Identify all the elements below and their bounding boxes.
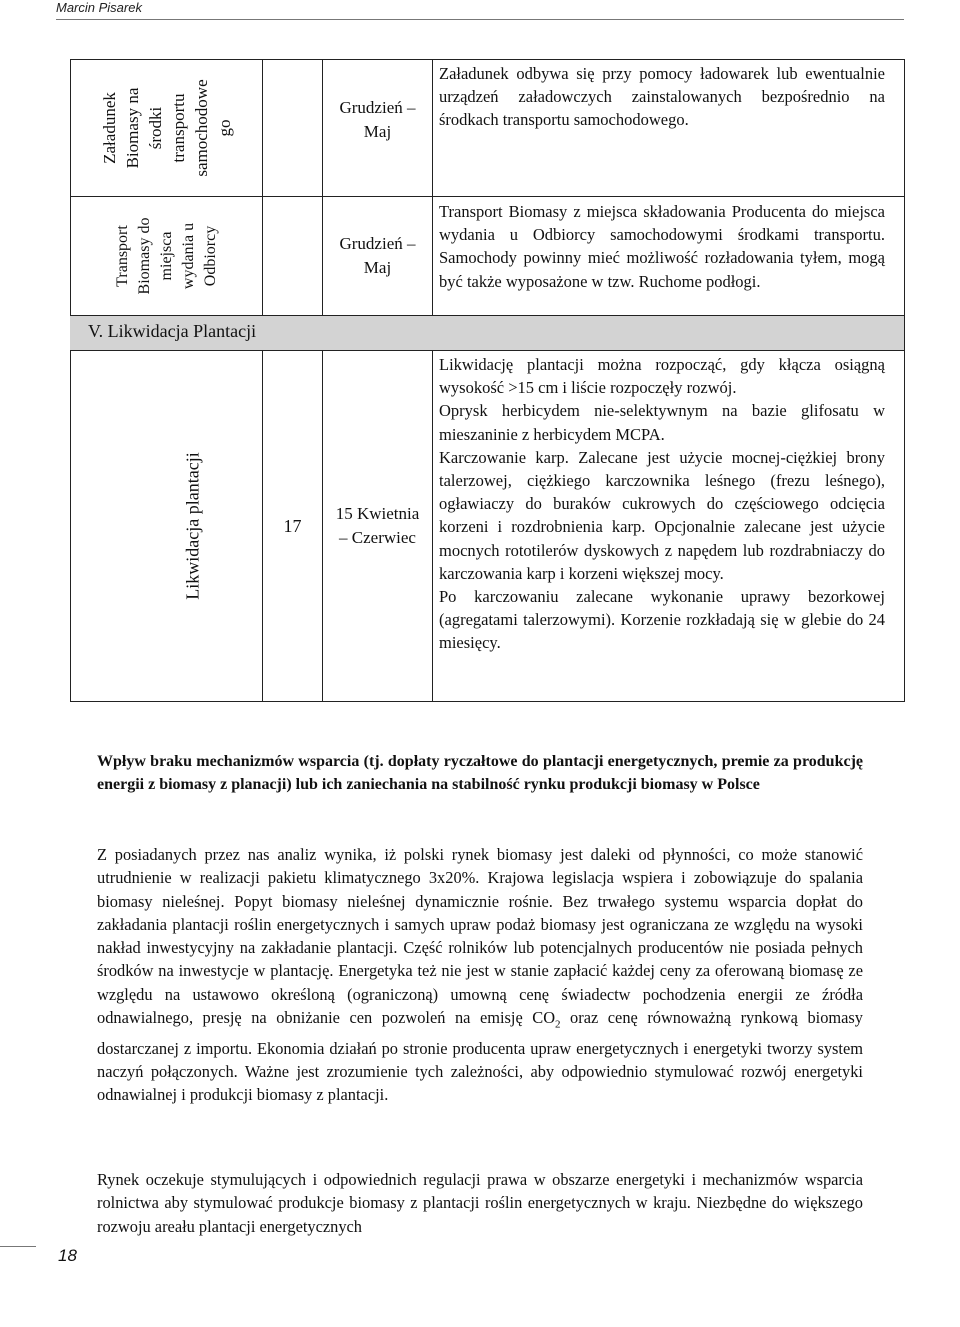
col-divider-3 bbox=[432, 59, 433, 702]
co2-subscript: 2 bbox=[555, 1018, 561, 1031]
row3-name: Likwidacja plantacji bbox=[182, 452, 202, 600]
row1-period: Grudzień – Maj bbox=[339, 98, 416, 141]
section-heading: Wpływ braku mechanizmów wsparcia (tj. dopłaty ryczałtowe do plantacji energetycznych, premie za produkcję energii z biomasy z planacji) lub ich zaniechania na stabilność rynku produkcji biomasy w Polsce bbox=[97, 753, 863, 794]
row1-name: Załadunek Biomasy na środki transportu samochodowe go bbox=[99, 79, 234, 177]
section-title: V. Likwidacja Plantacji bbox=[88, 321, 257, 341]
row3-paragraph-2: Oprysk herbicydem nie-selektywnym na bazie glifosatu w mieszaninie z herbicydem MCPA. bbox=[439, 401, 885, 444]
row2-name-cell bbox=[71, 197, 262, 315]
running-header-author: Marcin Pisarek bbox=[56, 0, 142, 15]
body-paragraph-1: Z posiadanych przez nas analiz wynika, iż polski rynek biomasy jest daleki od płynności, co może stanowić utrudnienie w realizacji pakietu klimatycznego 3x20%. Krajowa legislacja wspiera i zobowiązuje do spalania biomasy nieleśnej. Popyt biomasy nieleśnej dynamicznie rośnie. Bez trwałego systemu wsparcia dopłat do zakładania plantacji roślin energetycznych i samych upraw podaż biomasy jest ograniczana ze względu na wysoki nakład inwestycyjny na zakładanie plantacji. Część rolników lub potencjalnych producentów nie posiada pełnych środków na inwestycje w plantację. Energetyka też nie jest w stanie zapłacić każdej ceny za oferowaną biomasę ze względu na ustawowo określoną (ograniczoną) umowną cenę świadectw pochodzenia energii ze źródła odnawialnego, presję na obniżanie cen pozwoleń na emisję $CO_2$ oraz cenę równoważną rynkową biomasy dostarczanej z importu. Ekonomia działań po stronie producenta upraw energetycznych i energetyki tworzy system naczyń połączonych. Ważne jest zrozumienie tych zależności, aby odpowiednio stymulować rozwój energetyki odnawialnej i produkcji biomasy z plantacji. bbox=[97, 845, 863, 1105]
row1-name-cell bbox=[71, 60, 262, 196]
row2-description: Transport Biomasy z miejsca składowania Producenta do miejsca wydania u Odbiorcy samochodowymi środkami transportu. Samochody powinny mieć możliwość rozładowania tyłem, mogą być także wyposażone w tzw. Ruchome podłogi. bbox=[439, 202, 885, 291]
body-paragraph-2: Rynek oczekuje stymulujących i odpowiednich regulacji prawa w obszarze energetyki i mechanizmów wsparcia rolnictwa aby stymulować produkcje biomasy z plantacji roślin energetycznych w kraju. Niezbędne do większego rozwoju areału plantacji energetycznych bbox=[97, 1170, 863, 1236]
row3-name-cell bbox=[71, 351, 262, 701]
row3-paragraph-4: Po karczowaniu zalecane wykonanie uprawy bezorkowej (agregatami talerzowymi). Korzenie rozkładają się w glebie do 24 miesięcy. bbox=[439, 587, 885, 653]
row3-number: 17 bbox=[283, 516, 302, 536]
table-border-right bbox=[904, 59, 905, 702]
row3-paragraph-1: Likwidację plantacji można rozpocząć, gdy kłącza osiągną wysokość >15 cm i liście rozpoczęły rozwój. bbox=[439, 355, 885, 398]
row3-description bbox=[439, 353, 885, 655]
row2-period: Grudzień – Maj bbox=[339, 234, 416, 277]
row3-number-cell bbox=[263, 351, 322, 701]
row3-paragraph-3: Karczowanie karp. Zalecane jest użycie mocnej-ciężkiej brony talerzowej, ciężkiego karczownika leśnego (frezu leśnego), ogławiaczy do buraków cukrowych do częściowego odcięcia korzeni i rozdrobnienia karp. Opcjonalnie zalecane jest użycie mocnych rototilerów dyskowych z napędem lub rozdrabniaczy do karczowania karp i korzeni większej mocy. bbox=[439, 447, 885, 583]
header-rule bbox=[56, 19, 904, 20]
row2-period-cell bbox=[323, 197, 432, 315]
row2-name: Transport Biomasy do miejsca wydania u Odbiorcy bbox=[113, 217, 219, 295]
table-border-bottom bbox=[70, 701, 905, 702]
row1-period-cell bbox=[323, 60, 432, 196]
section-border-top bbox=[70, 315, 905, 316]
row3-period-cell bbox=[323, 351, 432, 701]
footer-rule bbox=[0, 1246, 36, 1247]
row1-description: Załadunek odbywa się przy pomocy ładowarek lub ewentualnie urządzeń załadowczych zainstalowanych bezpośrednio na środkach transportu samochodowego. bbox=[439, 64, 885, 130]
page-number: 18 bbox=[58, 1246, 77, 1265]
row3-period: 15 Kwietnia – Czerwiec bbox=[335, 504, 420, 547]
